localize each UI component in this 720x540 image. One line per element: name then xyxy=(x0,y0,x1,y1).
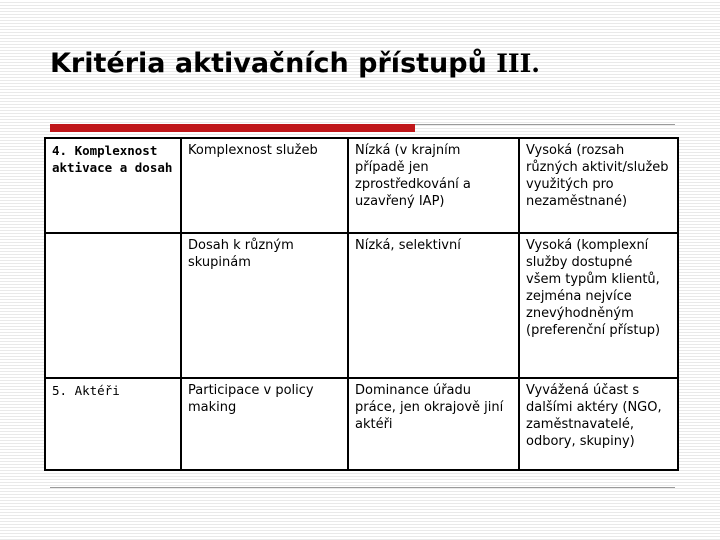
title-accent-bar xyxy=(50,124,415,132)
low-level-cell: Nízká (v krajním případě jen zprostředkování a uzavřený IAP) xyxy=(348,138,519,233)
aspect-cell: Dosah k různým skupinám xyxy=(181,233,348,378)
criterion-cell: 4. Komplexnost aktivace a dosah xyxy=(45,138,181,233)
slide-title xyxy=(50,48,690,79)
aspect-cell: Komplexnost služeb xyxy=(181,138,348,233)
high-level-cell: Vyvážená účast s dalšími aktéry (NGO, zaměstnavatelé, odbory, skupiny) xyxy=(519,378,678,470)
table-row xyxy=(45,233,678,378)
table-row xyxy=(45,378,678,470)
low-level-cell: Nízká, selektivní xyxy=(348,233,519,378)
slide-title-roman: III. xyxy=(496,49,541,78)
bottom-divider-line xyxy=(50,487,675,488)
high-level-cell: Vysoká (komplexní služby dostupné všem typům klientů, zejména nejvíce znevýhodněným (preferenční přístup) xyxy=(519,233,678,378)
title-divider-line xyxy=(415,124,675,125)
low-level-cell: Dominance úřadu práce, jen okrajově jiní aktéři xyxy=(348,378,519,470)
criterion-cell: 5. Aktéři xyxy=(45,378,181,470)
high-level-cell: Vysoká (rozsah různých aktivit/služeb využitých pro nezaměstnané) xyxy=(519,138,678,233)
slide-title-text: Kritéria aktivačních přístupů xyxy=(50,48,487,79)
table-row xyxy=(45,138,678,233)
aspect-cell: Participace v policy making xyxy=(181,378,348,470)
criterion-cell xyxy=(45,233,181,378)
criteria-table xyxy=(44,137,679,471)
